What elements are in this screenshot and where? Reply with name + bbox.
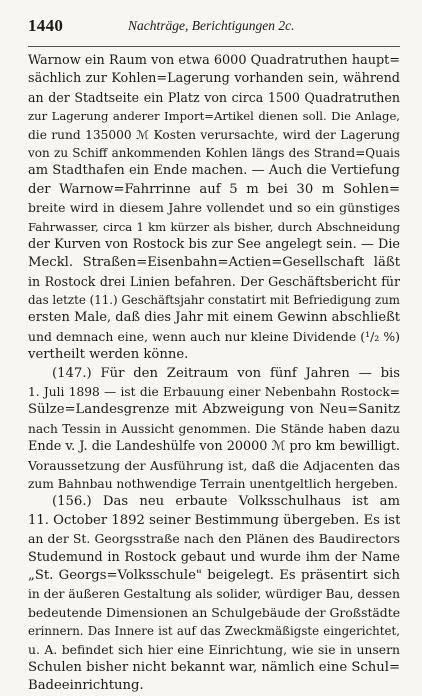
text-line: Sülze=Landesgrenze mit Abzweigung von Neu=Sanitz	[28, 402, 400, 418]
text-line: u. A. befindet sich hier eine Einrichtung, wie sie in unsern	[28, 641, 400, 657]
text-line: an der St. Georgsstraße nach den Plänen des Baudirectors	[28, 531, 400, 547]
text-line: Badeeinrichtung.	[28, 678, 144, 694]
text-line: in der äußeren Gestaltung als solider, würdiger Bau, dessen	[28, 587, 400, 602]
text-line: Fahrwasser, circa 1 km kürzer als bisher, durch Abschneidung	[28, 219, 400, 234]
text-line: die rund 135000 ℳ Kosten verursachte, wird der Lagerung	[28, 127, 400, 142]
text-line: bedeutende Dimensionen an Schulgebäude der Großstädte	[28, 604, 400, 620]
text-line: in Rostock drei Linien befahren. Der Geschäftsbericht für	[28, 273, 400, 289]
text-line: am Stadthafen ein Ende machen. — Auch die Vertiefung	[28, 163, 400, 179]
text-line: vertheilt werden könne.	[28, 347, 189, 363]
text-line: breite wird in diesem Jahre vollendet und so ein günstiges	[28, 200, 400, 216]
text-line: zur Lagerung anderer Import=Artikel dienen soll. Die Anlage,	[28, 109, 400, 124]
text-line: (147.) Für den Zeitraum von fünf Jahren — bis	[52, 365, 400, 381]
text-line: Studemund in Rostock gebaut und wurde ihm der Name	[28, 549, 400, 565]
text-line: der Kurven von Rostock bis zur See angelegt sein. — Die	[28, 236, 400, 252]
text-line: Voraussetzung der Ausführung ist, daß die Adjacenten das	[28, 457, 400, 473]
page-number: 1440	[28, 16, 64, 35]
text-line: sächlich zur Kohlen=Lagerung vorhanden sein, während	[28, 71, 400, 87]
text-line: und demnach eine, wenn auch nur kleine Dividende (¹/₂ %)	[28, 328, 400, 344]
text-line: „St. Georgs=Volksschule" beigelegt. Es präsentirt sich	[28, 567, 400, 583]
text-line: Ende v. J. die Landeshülfe von 20000 ℳ pro km bewilligt.	[28, 439, 400, 455]
text-line: ersten Male, daß dies Jahr mit einem Gewinn abschließt	[28, 310, 400, 326]
text-line: 11. October 1892 seiner Bestimmung übergeben. Es ist	[28, 512, 400, 528]
text-line: (156.) Das neu erbaute Volksschulhaus ist am	[52, 494, 400, 510]
text-line: der Warnow=Fahrrinne auf 5 m bei 30 m Sohlen=	[28, 181, 400, 197]
text-line: das letzte (11.) Geschäftsjahr constatirt mit Befriedigung zum	[28, 293, 400, 308]
text-line: von zu Schiff ankommenden Kohlen längs des Strand=Quais	[28, 145, 400, 160]
body-text	[28, 52, 400, 696]
running-head: Nachträge, Berichtigungen 2c.	[128, 18, 295, 33]
text-line: erinnern. Das Innere ist auf das Zweckmäßigste eingerichtet,	[28, 624, 400, 639]
text-line: 1. Juli 1898 — ist die Erbauung einer Nebenbahn Rostock=	[28, 385, 400, 400]
text-line: zum Bahnbau nothwendige Terrain unentgeltlich hergeben.	[28, 476, 398, 491]
page-header	[28, 14, 400, 42]
text-line: Schulen bisher nicht bekannt war, nämlich eine Schul=	[28, 659, 400, 675]
text-line: nach Tessin in Aussicht genommen. Die Stände haben dazu	[28, 421, 400, 436]
text-line: an der Stadtseite ein Platz von circa 1500 Quadratruthen	[28, 89, 400, 105]
text-line: Meckl. Straßen=Eisenbahn=Actien=Gesellschaft läßt	[28, 255, 400, 271]
text-line: Warnow ein Raum von etwa 6000 Quadratruthen haupt=	[28, 53, 400, 68]
header-rule	[28, 46, 400, 47]
